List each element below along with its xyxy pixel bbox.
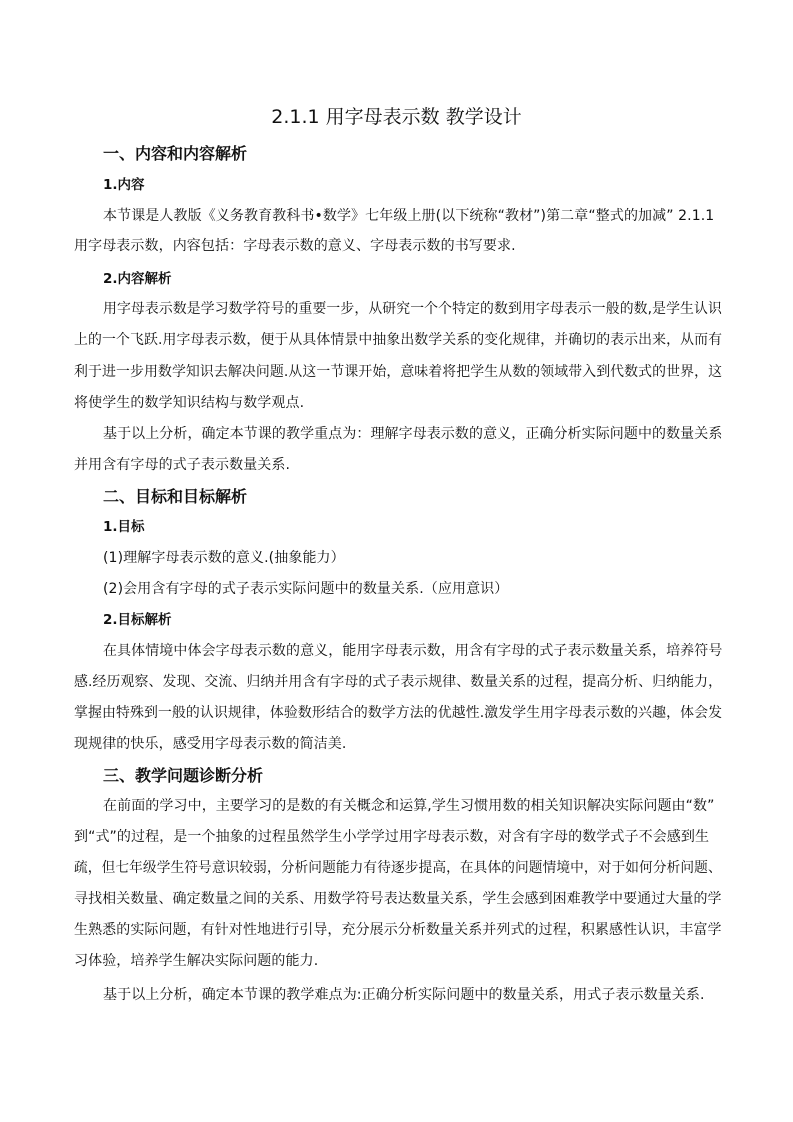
paragraph-line: (2)会用含有字母的式子表示实际问题中的数量关系.（应用意识） <box>103 581 509 597</box>
section-2-heading: 二、目标和目标解析 <box>103 487 248 506</box>
paragraph-line: 感.经历观察、发现、交流、归纳并用含有字母的式子表示规律、数量关系的过程，提高分析、归纳能力， <box>74 674 723 690</box>
section-1-heading: 一、内容和内容解析 <box>103 144 248 163</box>
paragraph-line: 利于进一步用数学知识去解决问题.从这一节课开始，意味着将把学生从数的领域带入到代数式的世界，这 <box>74 364 723 380</box>
paragraph-line: 在具体情境中体会字母表示数的意义，能用字母表示数，用含有字母的式子表示数量关系，培养符号 <box>103 643 723 659</box>
section-3-heading: 三、教学问题诊断分析 <box>103 766 264 785</box>
paragraph-line: 用字母表示数，内容包括：字母表示数的意义、字母表示数的书写要求. <box>74 238 516 254</box>
paragraph-line: 本节课是人教版《义务教育教科书•数学》七年级上册(以下统称“教材”)第二章“整式的加减” 2.1.1 <box>103 208 715 224</box>
section-1-2-heading: 2.内容解析 <box>103 271 172 287</box>
paragraph-line: 现规律的快乐，感受用字母表示数的简洁美. <box>74 736 347 752</box>
paragraph-line: 上的一个飞跃.用字母表示数，便于从具体情景中抽象出数学关系的变化规律，并确切的表示出来，从而有 <box>74 332 723 348</box>
paragraph-line: 疏，但七年级学生符号意识较弱，分析问题能力有待逐步提高，在具体的问题情境中，对于如何分析问题、 <box>74 860 722 876</box>
paragraph-line: 将使学生的数学知识结构与数学观点. <box>74 395 305 411</box>
section-2-2-heading: 2.目标解析 <box>103 612 172 628</box>
paragraph-line: 基于以上分析，确定本节课的教学重点为：理解字母表示数的意义，正确分析实际问题中的数量关系 <box>103 426 723 442</box>
paragraph-line: 在前面的学习中，主要学习的是数的有关概念和运算,学生习惯用数的相关知识解决实际问题由“数” <box>103 798 715 814</box>
paragraph-line: 基于以上分析，确定本节课的教学难点为:正确分析实际问题中的数量关系，用式子表示数量关系. <box>103 987 705 1003</box>
paragraph-line: (1)理解字母表示数的意义.(抽象能力） <box>103 550 345 566</box>
paragraph-line: 寻找相关数量、确定数量之间的关系、用数学符号表达数量关系，学生会感到困难教学中要通过大量的学 <box>74 891 722 907</box>
section-2-1-heading: 1.目标 <box>103 519 145 535</box>
paragraph-line: 生熟悉的实际问题，有针对性地进行引导，充分展示分析数量关系并列式的过程，积累感性认识，丰富学 <box>74 922 722 938</box>
paragraph-line: 习体验，培养学生解决实际问题的能力. <box>74 953 319 969</box>
paragraph-line: 用字母表示数是学习数学符号的重要一步，从研究一个个特定的数到用字母表示一般的数,是学生认识 <box>103 301 722 317</box>
document-title: 2.1.1 用字母表示数 教学设计 <box>271 106 522 128</box>
paragraph-line: 掌握由特殊到一般的认识规律，体验数形结合的数学方法的优越性.激发学生用字母表示数的兴趣，体会发 <box>74 705 723 721</box>
section-1-1-heading: 1.内容 <box>103 177 145 193</box>
paragraph-line: 到“式”的过程，是一个抽象的过程虽然学生小学学过用字母表示数，对含有字母的数学式子不会感到生 <box>74 829 710 845</box>
paragraph-line: 并用含有字母的式子表示数量关系. <box>74 457 291 473</box>
